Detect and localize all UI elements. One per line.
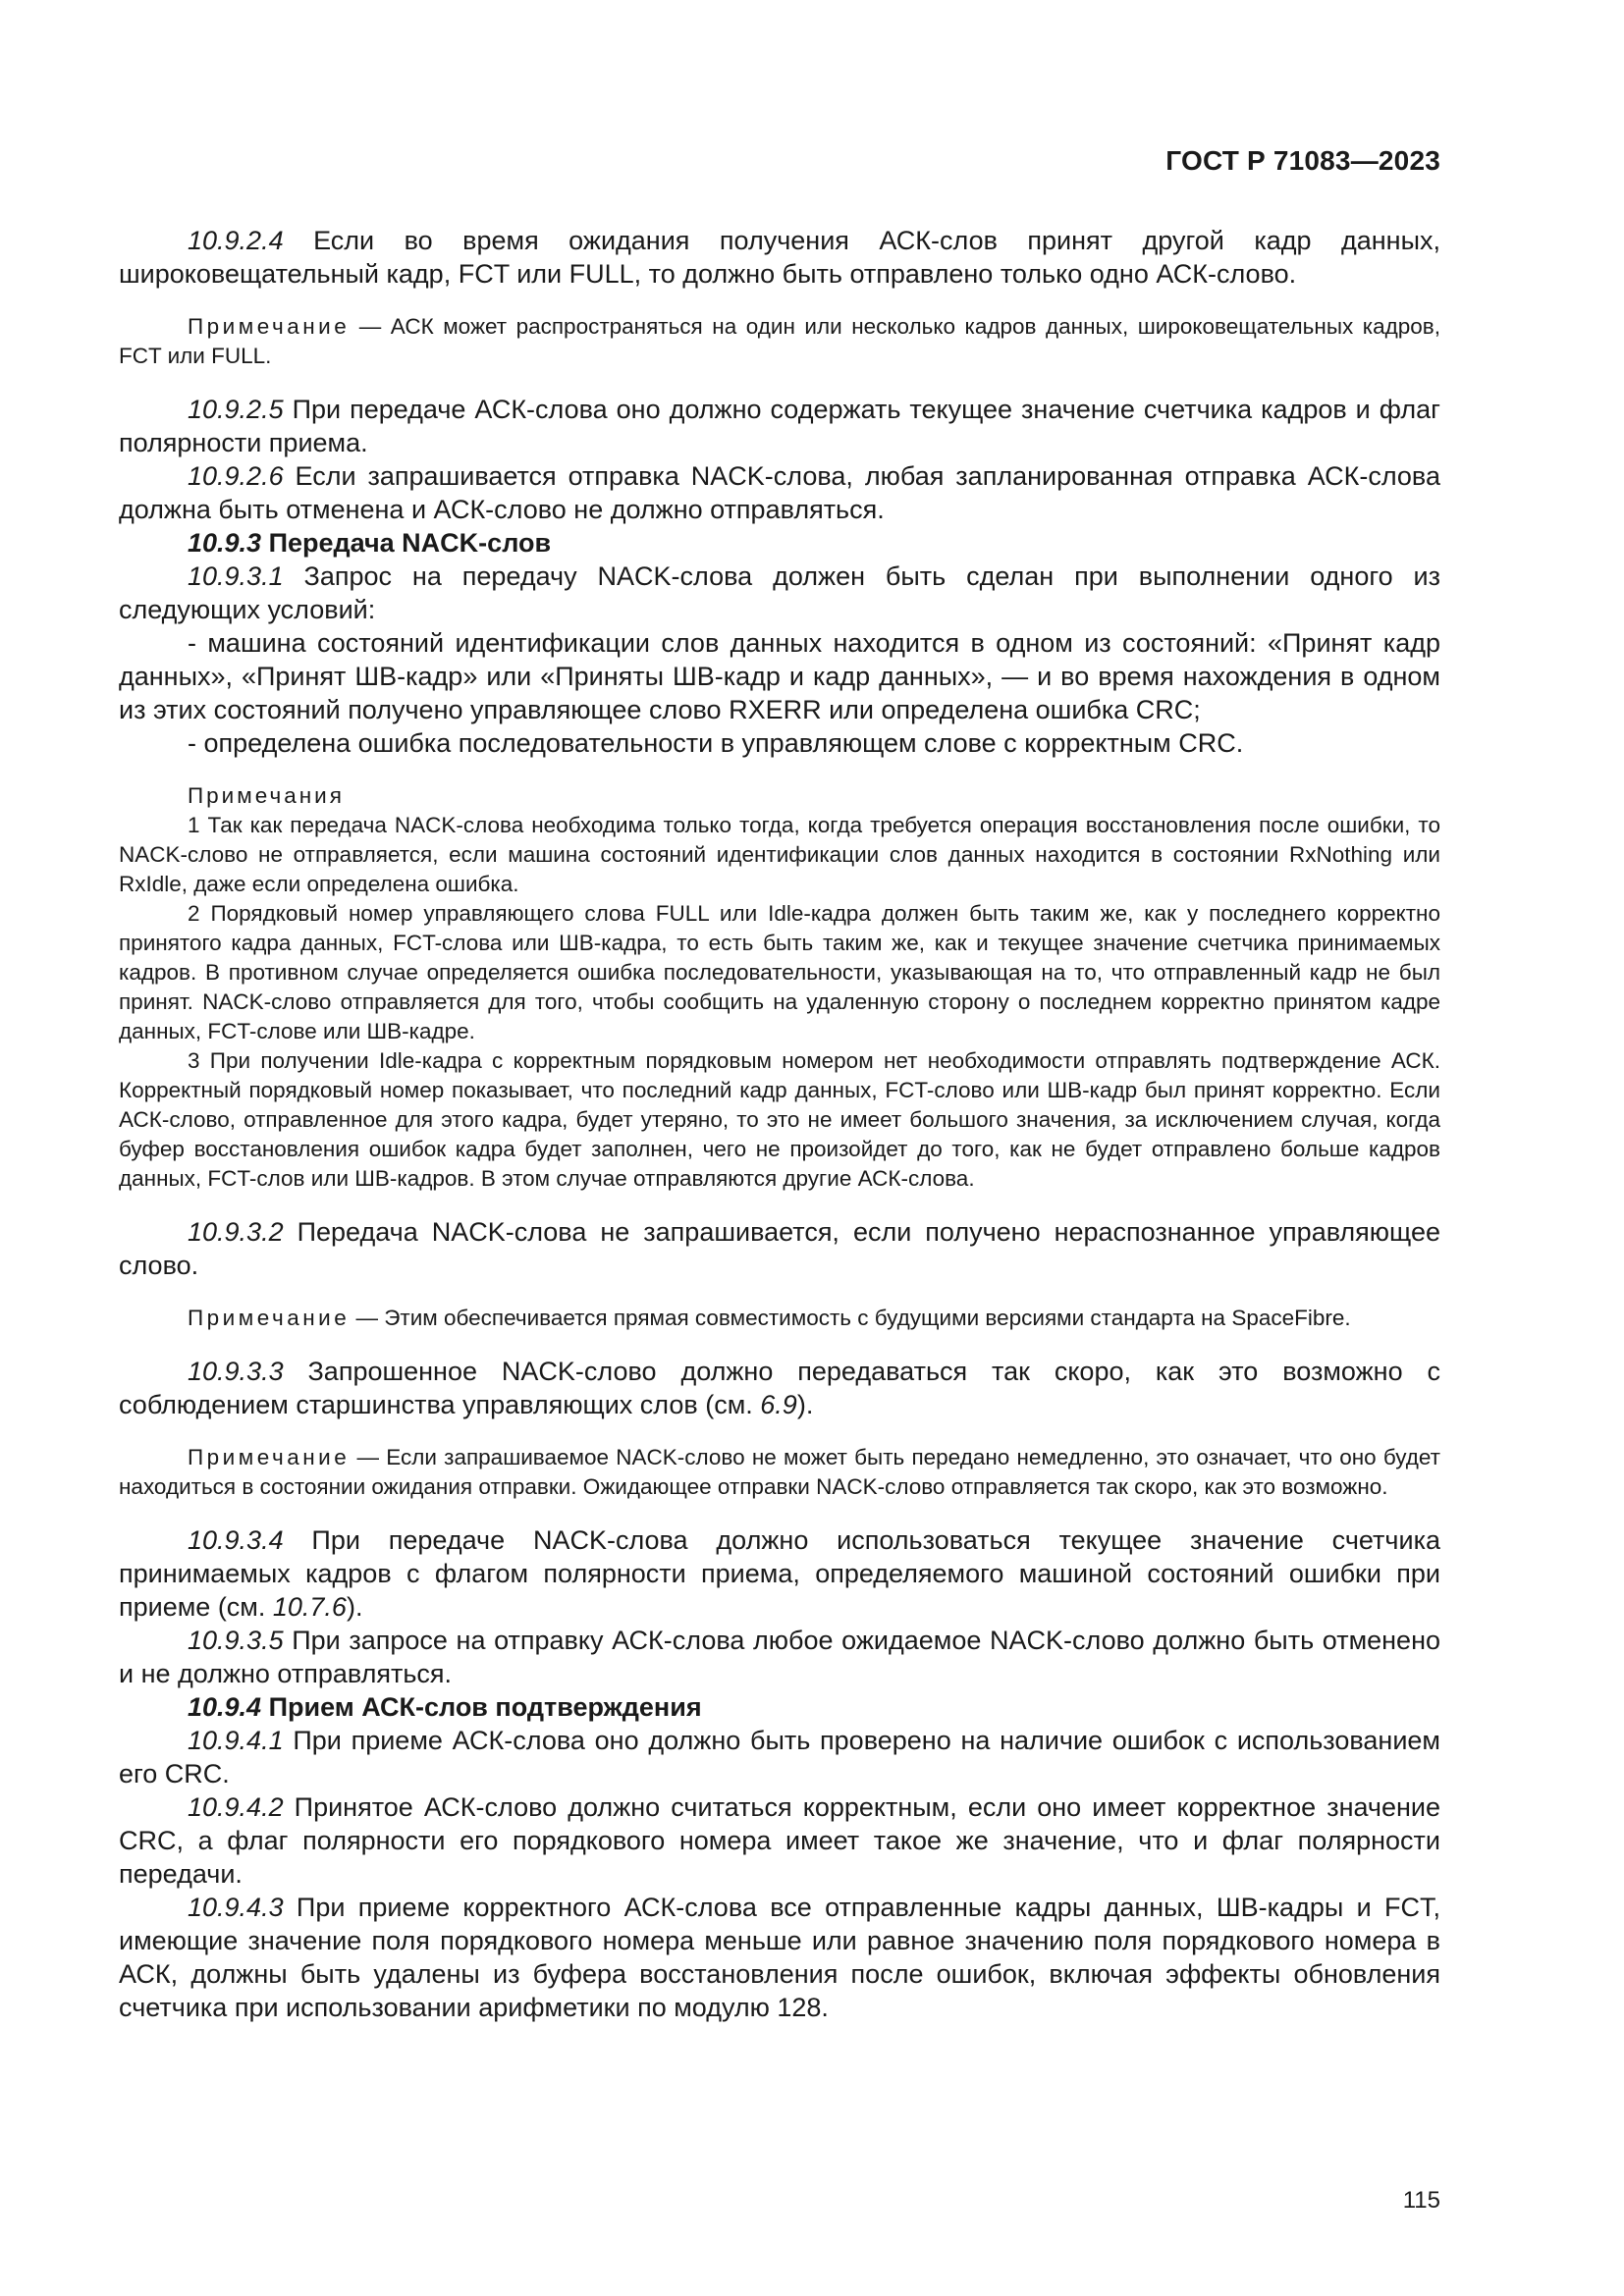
note-text: — АСК может распространяться на один или несколько кадров данных, широковещательных кадров, FCT или FULL. — [119, 314, 1440, 368]
clause-10-9-3-4 — [119, 1523, 1440, 1624]
clause-number: 10.9.3.2 — [188, 1217, 284, 1247]
note-item: 1 Так как передача NACK-слова необходима только тогда, когда требуется операция восстановления после ошибки, то NACK-слово не отправляется, если машина состояний идентификации слов данных находится в состоянии RxNothing или RxIdle, даже если определена ошибка. — [119, 813, 1440, 896]
clause-number: 10.9.4.1 — [188, 1726, 284, 1755]
clause-number: 10.9.3.1 — [188, 561, 284, 591]
document-id: ГОСТ Р 71083—2023 — [1165, 145, 1440, 176]
note-text: — Этим обеспечивается прямая совместимость с будущими версиями стандарта на SpaceFibre. — [350, 1306, 1351, 1330]
note — [119, 1304, 1440, 1333]
note-label: Примечание — [188, 1445, 351, 1469]
notes-heading: Примечания — [188, 783, 345, 808]
clause-10-9-2-4 — [119, 224, 1440, 291]
clause-number: 10.9.3.3 — [188, 1357, 284, 1386]
document-page — [119, 0, 1440, 2296]
note-label: Примечание — [188, 1306, 351, 1330]
section-number: 10.9.4 — [188, 1692, 262, 1722]
clause-number: 10.9.2.5 — [188, 395, 284, 424]
note-text: — Если запрашиваемое NACK-слово не может быть передано немедленно, это означает, что оно будет находиться в состоянии ожидания отправки. Ожидающее отправки NACK-слово отправляется так скоро, как это возможно. — [119, 1445, 1440, 1499]
clause-number: 10.9.3.5 — [188, 1626, 284, 1655]
note — [119, 312, 1440, 371]
clause-10-9-4-3 — [119, 1891, 1440, 2024]
clause-text: При приеме корректного АСК-слова все отправленные кадры данных, ШВ-кадры и FCT, имеющие значение поля порядкового номера меньше или равное значению поля порядкового номера в АСК, должны быть удалены из буфера восстановления после ошибок, включая эффекты обновления счетчика при использовании арифметики по модулю 128. — [119, 1893, 1440, 2022]
note-item: 2 Порядковый номер управляющего слова FULL или Idle-кадра должен быть таким же, как у последнего корректно принятого кадра данных, FCT-слова или ШВ-кадра, то есть быть таким же, как и текущее значение счетчика принимаемых кадров. В противном случае определяется ошибка последовательности, указывающая на то, что отправленный кадр не был принят. NACK-слово отправляется для того, чтобы сообщить на удаленную сторону о последнем корректно принятом кадре данных, FCT-слове или ШВ-кадре. — [119, 901, 1440, 1043]
page-number: 115 — [1402, 2187, 1440, 2214]
list-item: - определена ошибка последовательности в управляющем слове с корректным CRC. — [188, 728, 1244, 758]
clause-number: 10.9.4.3 — [188, 1893, 284, 1922]
section-title: Передача NACK-слов — [261, 528, 552, 558]
clause-10-9-3-5 — [119, 1624, 1440, 1690]
note-label: Примечание — [188, 314, 351, 339]
clause-10-9-3-1 — [119, 560, 1440, 626]
clause-text: При приеме АСК-слова оно должно быть проверено на наличие ошибок с использованием его CRC. — [119, 1726, 1440, 1789]
clause-text: При передаче NACK-слова должно использоваться текущее значение счетчика принимаемых кадров с флагом полярности приема, определяемого машиной состояний ошибки при приеме (см. — [119, 1525, 1440, 1622]
clause-text: Принятое АСК-слово должно считаться корректным, если оно имеет корректное значение CRC, а флаг полярности его порядкового номера имеет такое же значение, что и флаг полярности передачи. — [119, 1792, 1440, 1889]
clause-number: 10.9.2.6 — [188, 461, 284, 491]
clause-text: При запросе на отправку АСК-слова любое ожидаемое NACK-слово должно быть отменено и не должно отправляться. — [119, 1626, 1440, 1688]
clause-10-9-2-5 — [119, 393, 1440, 459]
clause-text: ). — [796, 1390, 814, 1419]
clause-10-9-3-3 — [119, 1355, 1440, 1421]
clause-text: Если запрашивается отправка NACK-слова, любая запланированная отправка АСК-слова должна быть отменена и АСК-слово не должно отправляться. — [119, 461, 1440, 524]
clause-10-9-3-2 — [119, 1215, 1440, 1282]
clause-text: Передача NACK-слова не запрашивается, если получено нераспознанное управляющее слово. — [119, 1217, 1440, 1280]
document-body — [119, 224, 1440, 2024]
clause-text: Если во время ожидания получения АСК-слов принят другой кадр данных, широковещательный кадр, FCT или FULL, то должно быть отправлено только одно АСК-слово. — [119, 226, 1440, 289]
clause-text: При передаче АСК-слова оно должно содержать текущее значение счетчика кадров и флаг полярности приема. — [119, 395, 1440, 457]
clause-10-9-4-1 — [119, 1724, 1440, 1790]
section-heading-10-9-4 — [119, 1690, 1440, 1724]
list-item: - машина состояний идентификации слов данных находится в одном из состояний: «Принят кадр данных», «Принят ШВ-кадр» или «Приняты ШВ-кадр и кадр данных», — и во время нахождения в одном из этих состояний получено управляющее слово RXERR или определена ошибка CRC; — [119, 628, 1440, 724]
note-item: 3 При получении Idle-кадра с корректным порядковым номером нет необходимости отправлять подтверждение АСК. Корректный порядковый номер показывает, что последний кадр данных, FCT-слово или ШВ-кадр был принят корректно. Если АСК-слово, отправленное для этого кадра, будет утеряно, то это не имеет большого значения, за исключением случая, когда буфер восстановления ошибок кадра будет заполнен, чего не произойдет до того, как не будет отправлено больше кадров данных, FCT-слов или ШВ-кадров. В этом случае отправляются другие АСК-слова. — [119, 1048, 1440, 1191]
cross-reference: 6.9 — [760, 1390, 797, 1419]
clause-number: 10.9.2.4 — [188, 226, 284, 255]
section-heading-10-9-3 — [119, 526, 1440, 560]
note — [119, 1443, 1440, 1502]
clause-number: 10.9.3.4 — [188, 1525, 284, 1555]
clause-text: Запрошенное NACK-слово должно передаваться так скоро, как это возможно с соблюдением старшинства управляющих слов (см. — [119, 1357, 1440, 1419]
clause-number: 10.9.4.2 — [188, 1792, 284, 1822]
clause-text: Запрос на передачу NACK-слова должен быть сделан при выполнении одного из следующих условий: — [119, 561, 1440, 624]
clause-10-9-2-6 — [119, 459, 1440, 526]
section-title: Прием АСК-слов подтверждения — [261, 1692, 702, 1722]
clause-text: ). — [346, 1592, 363, 1622]
section-number: 10.9.3 — [188, 528, 262, 558]
clause-10-9-4-2 — [119, 1790, 1440, 1891]
cross-reference: 10.7.6 — [272, 1592, 347, 1622]
